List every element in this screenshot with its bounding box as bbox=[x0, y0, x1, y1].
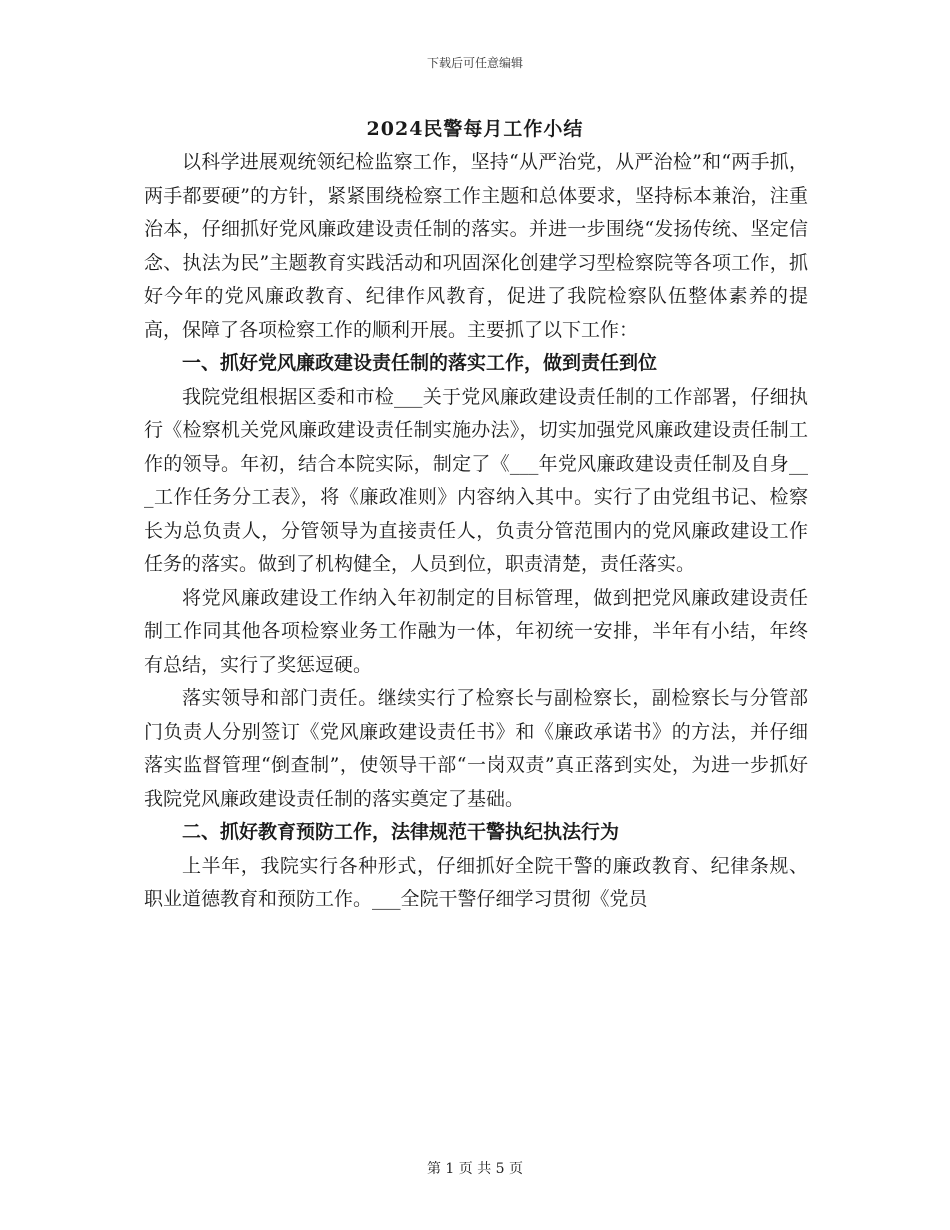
header-note: 下载后可任意编辑 bbox=[426, 56, 523, 70]
section-heading-1: 一、抓好党风廉政建设责任制的落实工作，做到责任到位 bbox=[182, 352, 658, 374]
page-number: 第 1 页 共 5 页 bbox=[426, 1161, 524, 1177]
paragraph-education: 上半年，我院实行各种形式，仔细抓好全院干警的廉政教育、纪律条规、职业道德教育和预防工作。___全院干警仔细学习贯彻《党员 bbox=[144, 854, 808, 910]
paragraph-leadership: 落实领导和部门责任。继续实行了检察长与副检察长，副检察长与分管部门负责人分别签订《党风廉政建设责任书》和《廉政承诺书》的方法，并仔细落实监督管理“倒查制”，使领导干部“一岗双责”真正落到实处，为进一步抓好我院党风廉政建设责任制的落实奠定了基础。 bbox=[144, 687, 808, 810]
paragraph-target-management: 将党风廉政建设工作纳入年初制定的目标管理，做到把党风廉政建设责任制工作同其他各项检察业务工作融为一体，年初统一安排，半年有小结，年终有总结，实行了奖惩逗硬。 bbox=[144, 586, 808, 676]
paragraph-intro: 以科学进展观统领纪检监察工作，坚持“从严治党，从严治检”和“两手抓，两手都要硬”的方针，紧紧围绕检察工作主题和总体要求，坚持标本兼治，注重治本，仔细抓好党风廉政建设责任制的落实。并进一步围绕“发扬传统、坚定信念、执法为民”主题教育实践活动和巩固深化创建学习型检察院等各项工作，抓好今年的党风廉政教育、纪律作风教育，促进了我院检察队伍整体素养的提高，保障了各项检察工作的顺利开展。主要抓了以下工作： bbox=[144, 151, 808, 341]
paragraph-responsibility: 我院党组根据区委和市检___关于党风廉政建设责任制的工作部署，仔细执行《检察机关党风廉政建设责任制实施办法》，切实加强党风廉政建设责任制工作的领导。年初，结合本院实际，制定了《___年党风廉政建设责任制及自身___工作任务分工表》，将《廉政准则》内容纳入其中。实行了由党组书记、检察长为总负责人，分管领导为直接责任人，负责分管范围内的党风廉政建设工作任务的落实。做到了机构健全，人员到位，职责清楚，责任落实。 bbox=[144, 385, 808, 575]
section-heading-2: 二、抓好教育预防工作，法律规范干警执纪执法行为 bbox=[182, 821, 620, 843]
document-body bbox=[144, 146, 808, 917]
document-title: 2024民警每月工作小结 bbox=[366, 118, 584, 140]
